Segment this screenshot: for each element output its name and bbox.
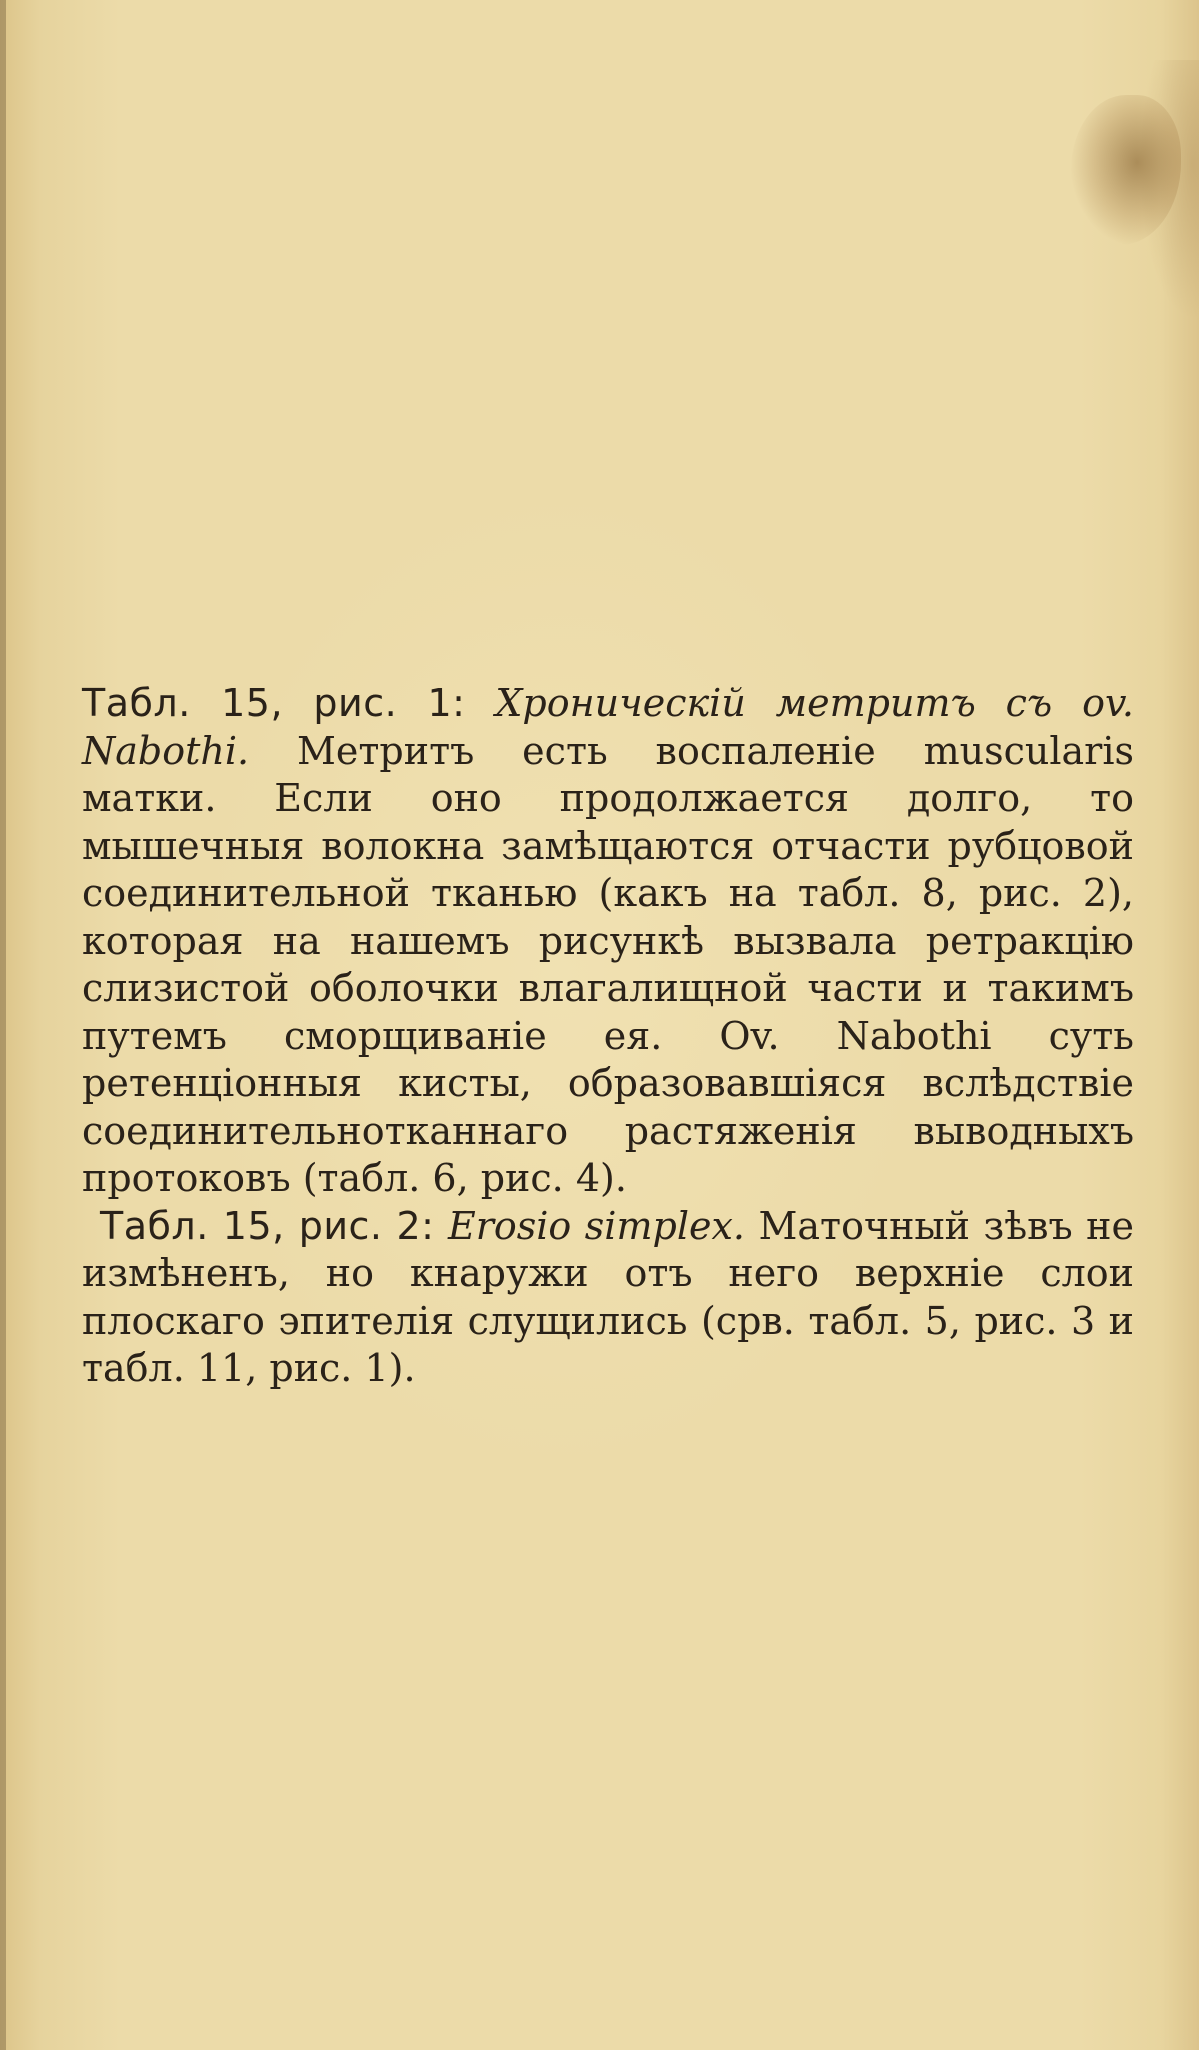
caption-text-block: [82, 680, 1134, 1393]
caption-paragraph-1: [82, 680, 1134, 1203]
caption-2-title: Erosio simplex.: [448, 1203, 745, 1248]
caption-1-body: Метритъ есть воспаленіе muscularis матки. Если оно продолжается долго, то мышечныя волокна замѣщаются отчасти рубцовой соединительной тканью (какъ на табл. 8, рис. 2), которая на нашемъ рисункѣ вызвала ретракцію слизистой оболочки влагалищной части и такимъ путемъ сморщиваніе ея. Ov. Nabothi суть ретенціонныя кисты, образовавшіяся вслѣдствіе соединительнотканнаго растяженія выводныхъ протоковъ (табл. 6, рис. 4).: [82, 728, 1134, 1200]
caption-2-body: Маточный зѣвъ не измѣненъ, но кнаружи отъ него верхніе слои плоскаго эпителія слущились (срв. табл. 5, рис. 3 и табл. 11, рис. 1).: [82, 1203, 1134, 1390]
caption-2-label: Табл. 15, рис. 2:: [100, 1203, 435, 1248]
caption-1-label: Табл. 15, рис. 1:: [82, 681, 466, 725]
page-edge-shadow: [0, 0, 6, 2050]
caption-1-title: Хроническій метритъ съ ov. Nabothi.: [82, 681, 1134, 773]
caption-paragraph-2: [82, 1203, 1134, 1393]
